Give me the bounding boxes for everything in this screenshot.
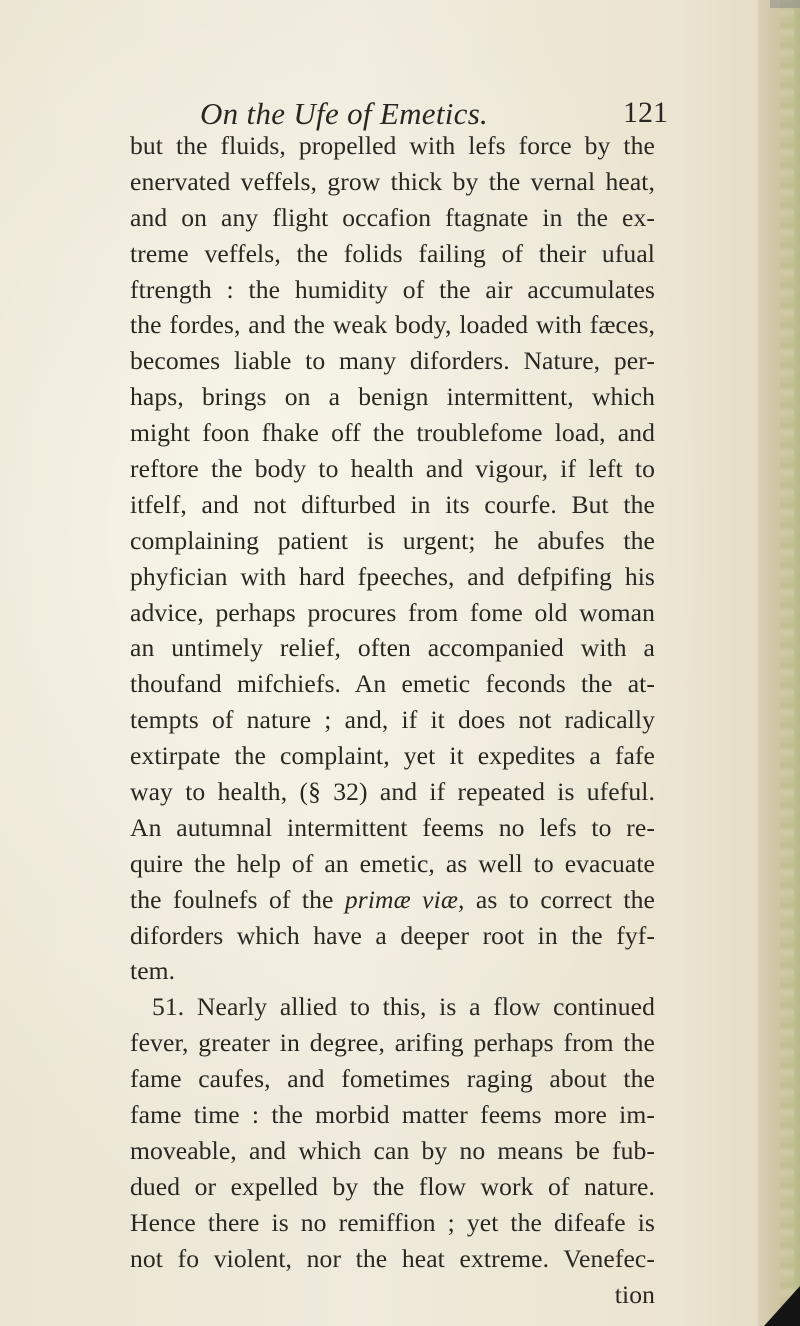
text-line: but the fluids, propelled with lefs force by the [130,131,655,160]
text-line: not fo violent, nor the heat extreme. Venefec- [130,1243,655,1273]
text-line: phyfician with hard fpeeches, and defpifing his [130,561,655,591]
text-run: the foulnefs of the [130,884,345,914]
text-line: tem. [130,956,176,986]
text-line: enervated veffels, grow thick by the vernal heat, [130,166,655,196]
text-run: as to correct the [464,884,656,914]
text-line: tempts of nature ; and, if it does not radically [130,705,655,735]
text-line: an untimely relief, often accompanied with a [130,633,655,663]
page-number: 121 [623,96,668,129]
page-edge-strip [780,0,794,1326]
text-line: advice, perhaps procures from fome old woman [130,597,655,627]
text-line: and on any flight occafion ftagnate in the ex- [130,202,655,232]
text-line: extirpate the complaint, yet it expedites a fafe [130,741,655,771]
text-line: dued or expelled by the flow work of nature. [130,1171,655,1201]
text-line: diforders which have a deeper root in the fyf- [130,920,655,950]
text-line: reftore the body to health and vigour, if left to [130,454,655,484]
scan-corner-mark [764,1286,800,1326]
text-line: might foon fhake off the troublefome load, and [130,418,655,448]
body-text [130,128,655,1312]
text-line: thoufand mifchiefs. An emetic feconds the at- [130,669,655,699]
italic-run: primæ viæ, [344,884,465,914]
text-line: treme veffels, the folids failing of their ufual [130,238,655,268]
text-line: complaining patient is urgent; he abufes the [130,525,655,555]
section-start-line: 51. Nearly allied to this, is a flow continued [152,992,655,1022]
catchword: tion [614,1279,655,1309]
text-line: moveable, and which can by no means be fub- [130,1135,655,1165]
text-line: becomes liable to many diforders. Nature, per- [130,346,655,376]
text-line [130,846,655,882]
text-line: way to health, (§ 32) and if repeated is ufeful. [130,777,655,807]
text-line [130,882,655,918]
text-line: An autumnal intermittent feems no lefs to re- [130,812,655,842]
text-line: ftrength : the humidity of the air accumulates [130,274,655,304]
text-line: haps, brings on a benign intermittent, which [130,382,655,412]
text-run: quire the help of an emetic, as well to evacuate [130,848,655,878]
running-title: On the Ufe of Emetics. [200,96,489,131]
text-line: fame caufes, and fometimes raging about the [130,1064,655,1094]
text-line: itfelf, and not difturbed in its courfe. But the [130,489,655,519]
text-line: fame time : the morbid matter feems more im- [130,1100,655,1130]
text-line: fever, greater in degree, arifing perhaps from the [130,1028,655,1058]
text-line: the fordes, and the weak body, loaded with fæces, [130,310,655,340]
text-line: Hence there is no remiffion ; yet the difeafe is [130,1207,655,1237]
scan-mark-top [770,0,800,8]
